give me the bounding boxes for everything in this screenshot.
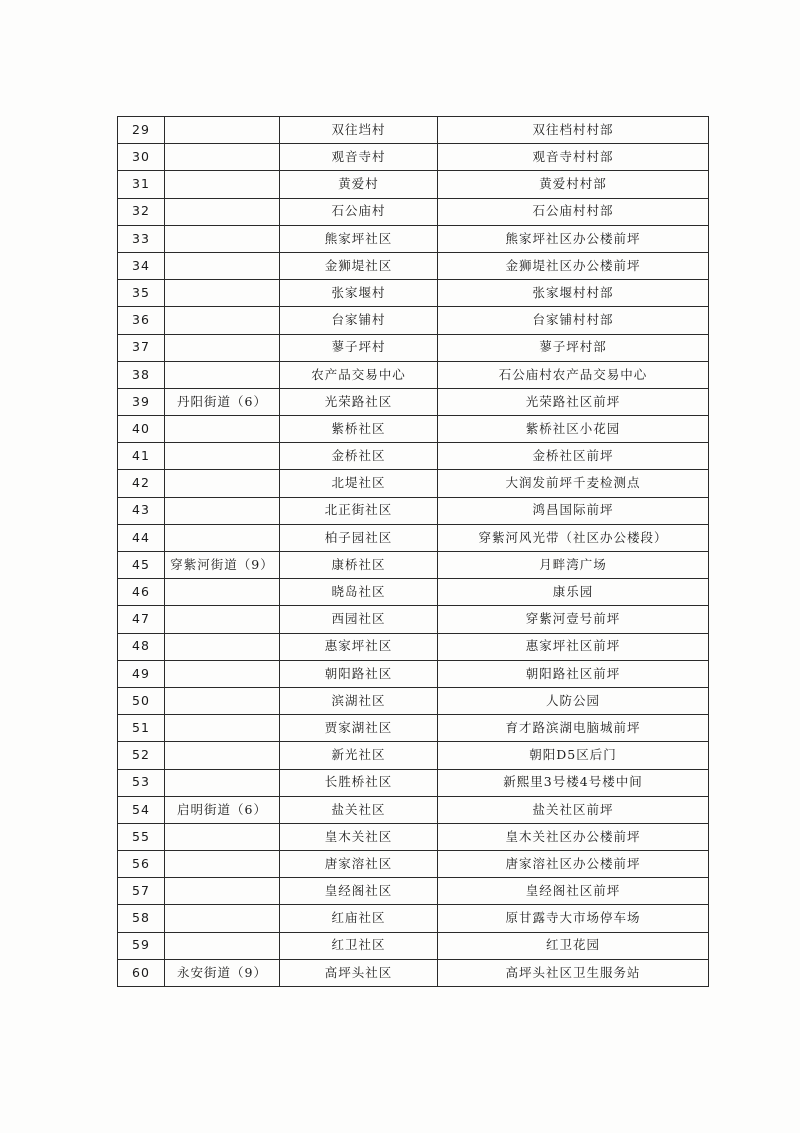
row-number-cell: 56 bbox=[118, 851, 165, 878]
street-name-cell bbox=[165, 470, 280, 497]
community-name-cell: 晓岛社区 bbox=[280, 579, 438, 606]
community-name-cell: 红卫社区 bbox=[280, 932, 438, 959]
testing-site-cell: 皇木关社区办公楼前坪 bbox=[438, 823, 709, 850]
row-number-cell: 32 bbox=[118, 198, 165, 225]
community-name-cell: 盐关社区 bbox=[280, 796, 438, 823]
row-number-cell: 45 bbox=[118, 552, 165, 579]
testing-site-cell: 光荣路社区前坪 bbox=[438, 388, 709, 415]
row-number-cell: 37 bbox=[118, 334, 165, 361]
row-number-cell: 52 bbox=[118, 742, 165, 769]
testing-site-cell: 盐关社区前坪 bbox=[438, 796, 709, 823]
community-name-cell: 紫桥社区 bbox=[280, 416, 438, 443]
street-name-cell bbox=[165, 361, 280, 388]
table-row bbox=[118, 823, 709, 850]
community-name-cell: 朝阳路社区 bbox=[280, 660, 438, 687]
table-row bbox=[118, 416, 709, 443]
table-row bbox=[118, 633, 709, 660]
street-name-cell bbox=[165, 742, 280, 769]
street-name-cell bbox=[165, 932, 280, 959]
testing-site-cell: 新熙里3号楼4号楼中间 bbox=[438, 769, 709, 796]
street-name-cell bbox=[165, 280, 280, 307]
testing-site-table bbox=[117, 116, 709, 987]
community-name-cell: 农产品交易中心 bbox=[280, 361, 438, 388]
testing-site-cell: 石公庙村村部 bbox=[438, 198, 709, 225]
testing-site-cell: 原甘露寺大市场停车场 bbox=[438, 905, 709, 932]
street-name-cell bbox=[165, 905, 280, 932]
table-row bbox=[118, 443, 709, 470]
table-row bbox=[118, 144, 709, 171]
table-row bbox=[118, 905, 709, 932]
street-name-cell bbox=[165, 171, 280, 198]
row-number-cell: 55 bbox=[118, 823, 165, 850]
community-name-cell: 新光社区 bbox=[280, 742, 438, 769]
street-name-cell bbox=[165, 769, 280, 796]
street-name-cell bbox=[165, 878, 280, 905]
testing-site-cell: 高坪头社区卫生服务站 bbox=[438, 959, 709, 986]
row-number-cell: 54 bbox=[118, 796, 165, 823]
community-name-cell: 台家铺村 bbox=[280, 307, 438, 334]
table-row bbox=[118, 307, 709, 334]
row-number-cell: 44 bbox=[118, 524, 165, 551]
community-name-cell: 北堤社区 bbox=[280, 470, 438, 497]
table-row bbox=[118, 769, 709, 796]
community-name-cell: 西园社区 bbox=[280, 606, 438, 633]
testing-site-cell: 惠家坪社区前坪 bbox=[438, 633, 709, 660]
street-name-cell bbox=[165, 443, 280, 470]
testing-site-cell: 大润发前坪千麦检测点 bbox=[438, 470, 709, 497]
row-number-cell: 53 bbox=[118, 769, 165, 796]
street-name-cell bbox=[165, 334, 280, 361]
table-row bbox=[118, 470, 709, 497]
testing-site-cell: 人防公园 bbox=[438, 687, 709, 714]
row-number-cell: 30 bbox=[118, 144, 165, 171]
testing-site-cell: 金桥社区前坪 bbox=[438, 443, 709, 470]
testing-site-cell: 黄爱村村部 bbox=[438, 171, 709, 198]
table-row bbox=[118, 117, 709, 144]
testing-site-cell: 台家铺村村部 bbox=[438, 307, 709, 334]
community-name-cell: 柏子园社区 bbox=[280, 524, 438, 551]
community-name-cell: 金狮堤社区 bbox=[280, 252, 438, 279]
street-name-cell bbox=[165, 416, 280, 443]
table-row bbox=[118, 524, 709, 551]
testing-site-cell: 紫桥社区小花园 bbox=[438, 416, 709, 443]
table-row bbox=[118, 388, 709, 415]
testing-site-cell: 红卫花园 bbox=[438, 932, 709, 959]
community-name-cell: 惠家坪社区 bbox=[280, 633, 438, 660]
row-number-cell: 48 bbox=[118, 633, 165, 660]
table-row bbox=[118, 715, 709, 742]
street-name-cell bbox=[165, 198, 280, 225]
row-number-cell: 59 bbox=[118, 932, 165, 959]
testing-site-cell: 石公庙村农产品交易中心 bbox=[438, 361, 709, 388]
table-row bbox=[118, 361, 709, 388]
table-row bbox=[118, 198, 709, 225]
table-row bbox=[118, 280, 709, 307]
table-row bbox=[118, 878, 709, 905]
street-name-cell: 丹阳街道（6） bbox=[165, 388, 280, 415]
testing-site-cell: 朝阳路社区前坪 bbox=[438, 660, 709, 687]
row-number-cell: 35 bbox=[118, 280, 165, 307]
row-number-cell: 29 bbox=[118, 117, 165, 144]
testing-site-cell: 唐家溶社区办公楼前坪 bbox=[438, 851, 709, 878]
street-name-cell bbox=[165, 225, 280, 252]
table-row bbox=[118, 742, 709, 769]
community-name-cell: 唐家溶社区 bbox=[280, 851, 438, 878]
row-number-cell: 41 bbox=[118, 443, 165, 470]
testing-site-cell: 金狮堤社区办公楼前坪 bbox=[438, 252, 709, 279]
street-name-cell: 永安街道（9） bbox=[165, 959, 280, 986]
table-row bbox=[118, 851, 709, 878]
community-name-cell: 石公庙村 bbox=[280, 198, 438, 225]
community-name-cell: 黄爱村 bbox=[280, 171, 438, 198]
testing-site-cell: 皇经阁社区前坪 bbox=[438, 878, 709, 905]
row-number-cell: 47 bbox=[118, 606, 165, 633]
street-name-cell bbox=[165, 524, 280, 551]
community-name-cell: 双往垱村 bbox=[280, 117, 438, 144]
table-row bbox=[118, 497, 709, 524]
testing-site-cell: 观音寺村村部 bbox=[438, 144, 709, 171]
testing-site-cell: 穿紫河壹号前坪 bbox=[438, 606, 709, 633]
community-name-cell: 金桥社区 bbox=[280, 443, 438, 470]
row-number-cell: 58 bbox=[118, 905, 165, 932]
table-row bbox=[118, 959, 709, 986]
row-number-cell: 40 bbox=[118, 416, 165, 443]
row-number-cell: 43 bbox=[118, 497, 165, 524]
street-name-cell bbox=[165, 633, 280, 660]
testing-site-cell: 双往档村村部 bbox=[438, 117, 709, 144]
table-row bbox=[118, 225, 709, 252]
street-name-cell bbox=[165, 497, 280, 524]
street-name-cell bbox=[165, 660, 280, 687]
table-row bbox=[118, 579, 709, 606]
testing-site-cell: 康乐园 bbox=[438, 579, 709, 606]
row-number-cell: 36 bbox=[118, 307, 165, 334]
street-name-cell bbox=[165, 823, 280, 850]
table-row bbox=[118, 796, 709, 823]
street-name-cell: 启明街道（6） bbox=[165, 796, 280, 823]
street-name-cell bbox=[165, 307, 280, 334]
street-name-cell bbox=[165, 252, 280, 279]
row-number-cell: 49 bbox=[118, 660, 165, 687]
community-name-cell: 北正街社区 bbox=[280, 497, 438, 524]
row-number-cell: 38 bbox=[118, 361, 165, 388]
table-row bbox=[118, 552, 709, 579]
community-name-cell: 皇经阁社区 bbox=[280, 878, 438, 905]
street-name-cell bbox=[165, 579, 280, 606]
community-name-cell: 红庙社区 bbox=[280, 905, 438, 932]
table-row bbox=[118, 171, 709, 198]
community-name-cell: 滨湖社区 bbox=[280, 687, 438, 714]
community-name-cell: 光荣路社区 bbox=[280, 388, 438, 415]
row-number-cell: 60 bbox=[118, 959, 165, 986]
row-number-cell: 50 bbox=[118, 687, 165, 714]
testing-site-cell: 育才路滨湖电脑城前坪 bbox=[438, 715, 709, 742]
row-number-cell: 57 bbox=[118, 878, 165, 905]
row-number-cell: 51 bbox=[118, 715, 165, 742]
testing-site-cell: 朝阳D5区后门 bbox=[438, 742, 709, 769]
testing-site-cell: 穿紫河风光带（社区办公楼段） bbox=[438, 524, 709, 551]
community-name-cell: 熊家坪社区 bbox=[280, 225, 438, 252]
row-number-cell: 39 bbox=[118, 388, 165, 415]
table-row bbox=[118, 687, 709, 714]
table-row bbox=[118, 660, 709, 687]
community-name-cell: 长胜桥社区 bbox=[280, 769, 438, 796]
community-name-cell: 贾家湖社区 bbox=[280, 715, 438, 742]
table-row bbox=[118, 334, 709, 361]
testing-site-cell: 蓼子坪村部 bbox=[438, 334, 709, 361]
street-name-cell bbox=[165, 606, 280, 633]
table-row bbox=[118, 252, 709, 279]
street-name-cell bbox=[165, 687, 280, 714]
community-name-cell: 皇木关社区 bbox=[280, 823, 438, 850]
street-name-cell bbox=[165, 715, 280, 742]
community-name-cell: 康桥社区 bbox=[280, 552, 438, 579]
street-name-cell bbox=[165, 144, 280, 171]
testing-site-cell: 熊家坪社区办公楼前坪 bbox=[438, 225, 709, 252]
community-name-cell: 高坪头社区 bbox=[280, 959, 438, 986]
testing-site-cell: 张家堰村村部 bbox=[438, 280, 709, 307]
row-number-cell: 33 bbox=[118, 225, 165, 252]
street-name-cell: 穿紫河街道（9） bbox=[165, 552, 280, 579]
row-number-cell: 31 bbox=[118, 171, 165, 198]
street-name-cell bbox=[165, 117, 280, 144]
table-row bbox=[118, 606, 709, 633]
row-number-cell: 34 bbox=[118, 252, 165, 279]
street-name-cell bbox=[165, 851, 280, 878]
community-name-cell: 张家堰村 bbox=[280, 280, 438, 307]
testing-site-cell: 鸿昌国际前坪 bbox=[438, 497, 709, 524]
row-number-cell: 46 bbox=[118, 579, 165, 606]
testing-site-cell: 月畔湾广场 bbox=[438, 552, 709, 579]
row-number-cell: 42 bbox=[118, 470, 165, 497]
table-body bbox=[118, 117, 709, 987]
community-name-cell: 蓼子坪村 bbox=[280, 334, 438, 361]
table-row bbox=[118, 932, 709, 959]
community-name-cell: 观音寺村 bbox=[280, 144, 438, 171]
